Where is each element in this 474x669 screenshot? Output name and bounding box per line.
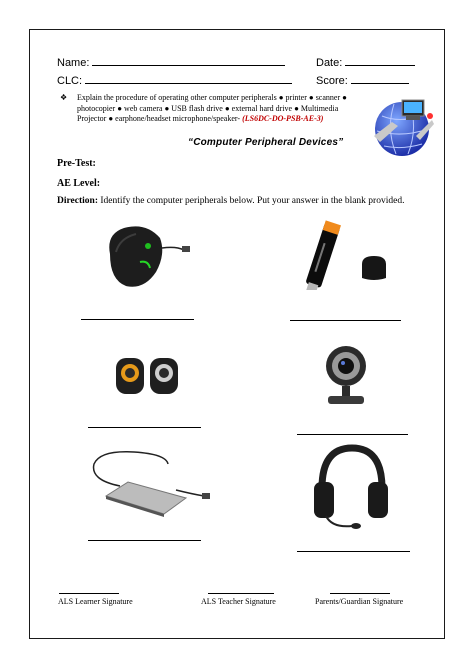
score-blank[interactable] [351,74,409,84]
external-hard-drive-icon [84,446,214,520]
clc-blank[interactable] [85,74,292,84]
diamond-bullet-icon: ❖ [60,93,68,102]
name-label: Name: [57,57,90,69]
parent-signature-line[interactable] [330,593,390,594]
page-title: “Computer Peripheral Devices” [188,137,344,148]
ae-level-label: AE Level: [57,178,101,189]
pretest-label: Pre-Test: [57,158,96,169]
answer-line-5[interactable] [88,540,201,541]
name-blank[interactable] [92,56,285,66]
headset-icon [308,442,394,532]
objective-text [77,93,362,125]
speakers-icon [114,352,184,400]
clc-label: CLC: [57,75,83,87]
web-camera-icon [318,344,374,410]
date-label: Date: [316,57,343,69]
direction [57,196,404,206]
date-blank[interactable] [345,56,415,66]
score-label: Score: [316,75,348,87]
clc-field[interactable] [57,74,292,87]
parent-signature-label: Parents/Guardian Signature [315,597,404,606]
objective [62,93,362,125]
mouse-icon [96,216,200,294]
answer-line-1[interactable] [81,319,194,320]
globe-computer-logo [372,96,436,158]
teacher-signature-line[interactable] [208,593,274,594]
competency-code: (LS6DC-DO-PSB-AE-3) [242,114,324,123]
answer-line-2[interactable] [290,320,401,321]
date-field[interactable] [316,56,415,69]
score-field[interactable] [316,74,409,87]
learner-signature-label: ALS Learner Signature [58,597,133,606]
answer-line-3[interactable] [88,427,201,428]
learner-signature-line[interactable] [59,593,119,594]
direction-text: Identify the computer peripherals below. Put your answer in the blank provided. [97,196,405,206]
objective-body: Explain the procedure of operating other computer peripherals ● printer ● scanner ● photocopier ● web camera ● USB flash drive ● external hard drive ● Multimedia Projector ● earphone/headset microphone/speaker- [77,93,347,123]
name-field[interactable] [57,56,285,69]
teacher-signature-label: ALS Teacher Signature [201,597,276,606]
answer-line-4[interactable] [297,434,408,435]
answer-line-6[interactable] [297,551,410,552]
usb-flash-drive-icon [296,212,396,290]
direction-label: Direction: [57,196,98,206]
